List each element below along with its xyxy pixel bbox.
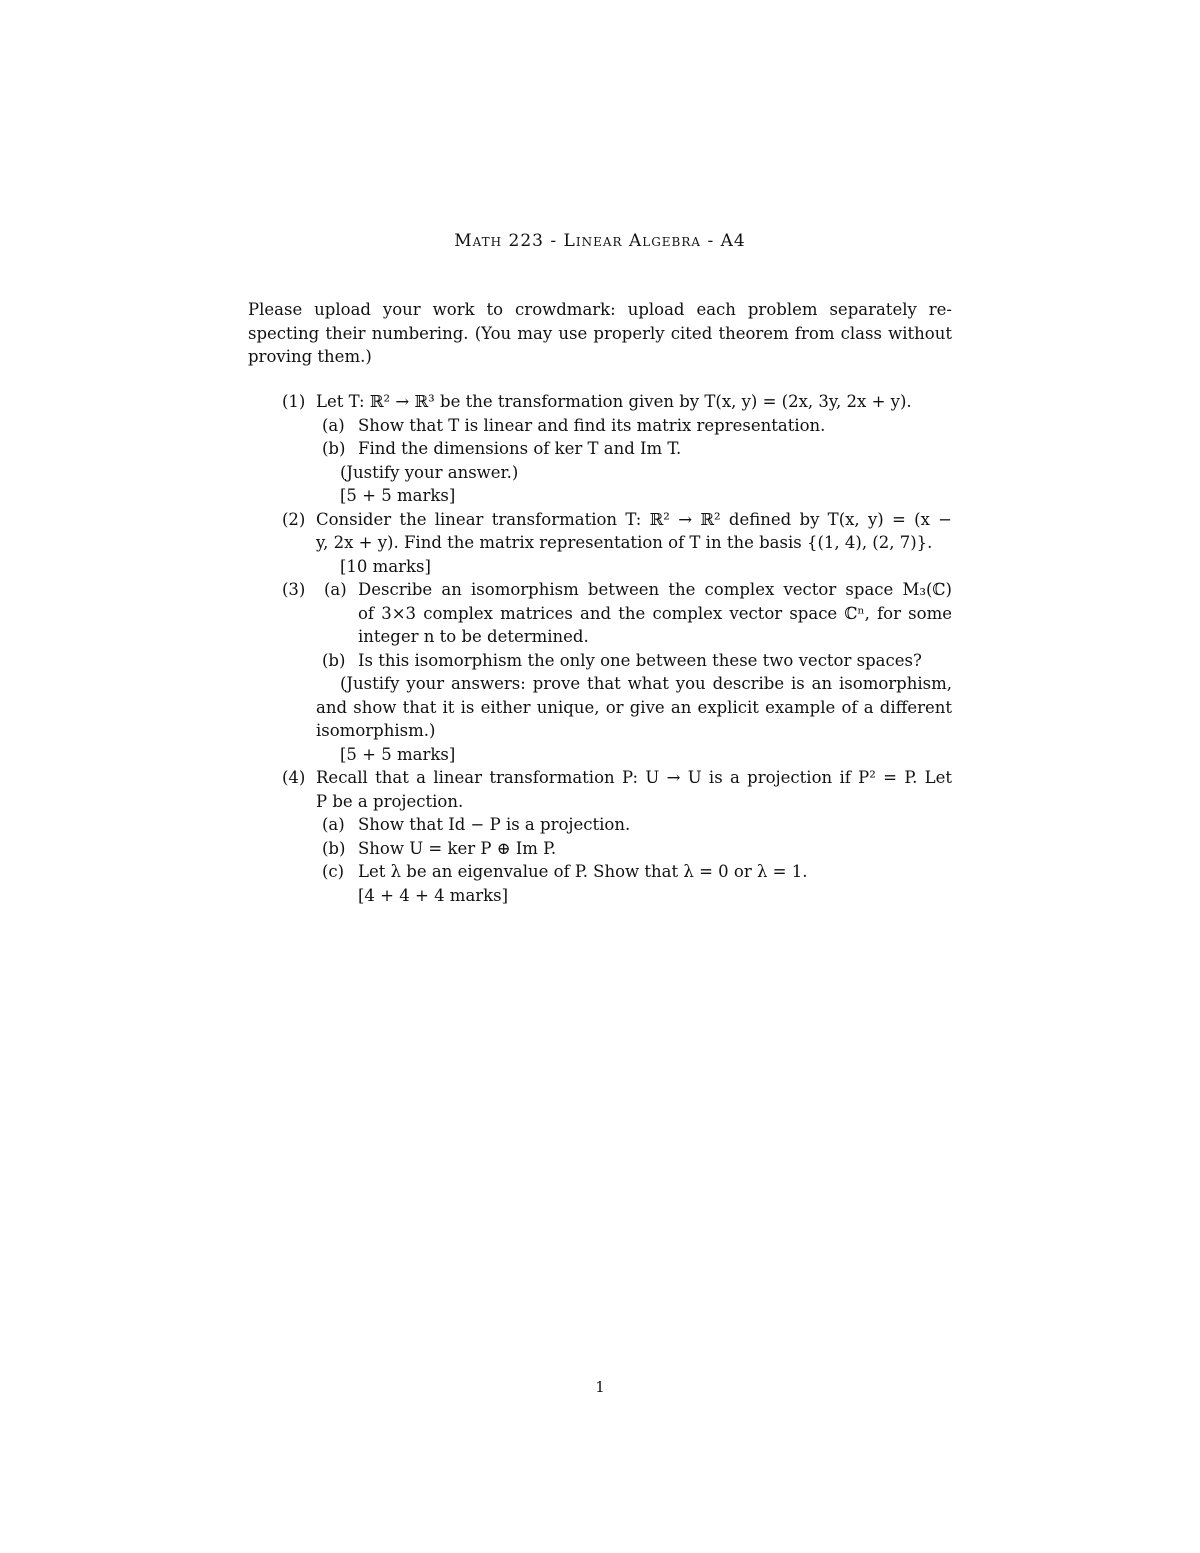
part-text: Is this isomorphism the only one between these two vector spaces? xyxy=(358,650,922,670)
part-text: Show that T is linear and find its matrix representation. xyxy=(358,415,826,435)
problem-3-justify xyxy=(248,672,952,696)
justify-note: (Justify your answers: prove that what you describe is an isomorphism, xyxy=(340,674,952,693)
part-text: Find the dimensions of ker T and Im T. xyxy=(358,439,682,458)
document-title: Math 223 - Linear Algebra - A4 xyxy=(454,231,746,251)
justify-note: isomorphism.) xyxy=(316,721,436,740)
problem-3a-continued xyxy=(248,625,952,649)
justify-note: and show that it is either unique, or give an explicit example of a different xyxy=(316,697,952,717)
instructions-line: proving them.) xyxy=(248,347,372,366)
marks-label: [5 + 5 marks] xyxy=(340,744,456,764)
justify-note: (Justify your answer.) xyxy=(340,462,519,482)
problem-4 xyxy=(248,766,952,790)
problem-number: (1) xyxy=(282,392,306,411)
problem-4-part-a xyxy=(248,813,952,837)
part-label: (a) xyxy=(324,580,347,599)
problem-number: (2) xyxy=(282,509,306,529)
instructions-paragraph xyxy=(248,298,952,369)
part-label: (a) xyxy=(322,815,345,834)
marks-label: [10 marks] xyxy=(340,556,431,576)
problem-4-part-b xyxy=(248,837,952,861)
problem-3-marks xyxy=(248,743,952,767)
part-label: (b) xyxy=(322,439,346,458)
problem-4-continued xyxy=(248,790,952,814)
part-label: (a) xyxy=(322,415,345,435)
problem-3-justify-continued xyxy=(248,719,952,743)
page-number: 1 xyxy=(595,1378,605,1396)
problem-4-marks xyxy=(248,884,952,908)
marks-label: [5 + 5 marks] xyxy=(340,486,456,505)
problem-statement: Consider the linear transformation T: ℝ² → ℝ² defined by T(x, y) = (x − xyxy=(316,509,952,529)
part-text: Describe an isomorphism between the complex vector space M₃(ℂ) xyxy=(358,580,952,599)
part-label: (c) xyxy=(322,862,345,881)
problem-number: (3) xyxy=(282,580,306,599)
problem-2-continued xyxy=(248,531,952,555)
problem-statement: Let T: ℝ² → ℝ³ be the transformation given by T(x, y) = (2x, 3y, 2x + y). xyxy=(316,392,912,411)
problem-1 xyxy=(248,390,952,414)
instructions-line: Please upload your work to crowdmark: upload each problem separately re- xyxy=(248,300,952,319)
part-text: Show U = ker P ⊕ Im P. xyxy=(358,838,557,858)
problem-statement: P be a projection. xyxy=(316,791,464,811)
instructions-line: specting their numbering. (You may use properly cited theorem from class without xyxy=(248,323,952,343)
problem-1-part-a xyxy=(248,414,952,438)
part-text: Show that Id − P is a projection. xyxy=(358,815,631,834)
part-text: Let λ be an eigenvalue of P. Show that λ = 0 or λ = 1. xyxy=(358,862,808,881)
problem-2-marks xyxy=(248,555,952,579)
problem-statement: Recall that a linear transformation P: U → U is a projection if P² = P. Let xyxy=(316,768,952,787)
problem-number: (4) xyxy=(282,768,306,787)
part-label: (b) xyxy=(322,650,346,670)
problem-3a-continued xyxy=(248,602,952,626)
problem-list xyxy=(248,390,952,907)
part-text: integer n to be determined. xyxy=(358,627,589,646)
part-text: of 3×3 complex matrices and the complex vector space ℂⁿ, for some xyxy=(358,603,952,623)
problem-1-part-b xyxy=(248,437,952,461)
problem-1-justify xyxy=(248,461,952,485)
problem-1-marks xyxy=(248,484,952,508)
problem-3-part-b xyxy=(248,649,952,673)
problem-3 xyxy=(248,578,952,602)
problem-4-part-c xyxy=(248,860,952,884)
problem-statement: y, 2x + y). Find the matrix representation of T in the basis {(1, 4), (2, 7)}. xyxy=(316,533,933,552)
marks-label: [4 + 4 + 4 marks] xyxy=(358,885,509,905)
problem-2 xyxy=(248,508,952,532)
part-label: (b) xyxy=(322,838,346,858)
problem-3-justify-continued xyxy=(248,696,952,720)
